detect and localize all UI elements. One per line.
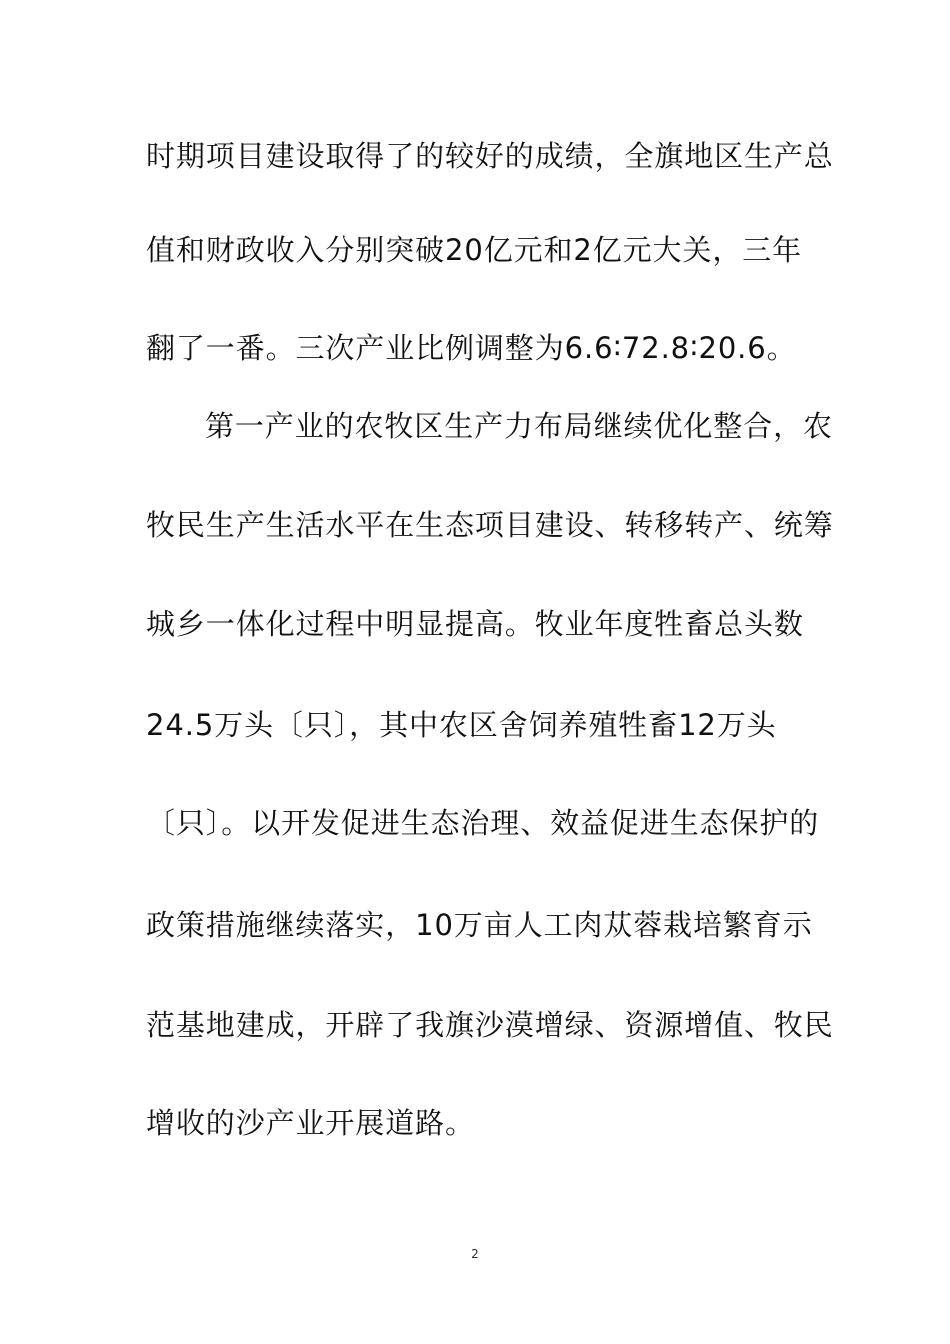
text-line: 时期项目建设取得了的较好的成绩，全旗地区生产总 <box>146 139 834 173</box>
text-line: 翻了一番。三次产业比例调整为6.6∶72.8∶20.6。 <box>146 331 797 365</box>
text-line: 城乡一体化过程中明显提高。牧业年度牲畜总头数 <box>146 607 804 641</box>
text-line: 增收的沙产业开展道路。 <box>146 1106 475 1140</box>
text-line: 24.5万头〔只〕，其中农区舍饲养殖牲畜12万头 <box>146 708 777 742</box>
text-line: 牧民生产生活水平在生态项目建设、转移转产、统筹 <box>146 508 834 542</box>
paragraph-first-line: 第一产业的农牧区生产力布局继续优化整合，农 <box>205 409 833 443</box>
text-line: 〔只〕。以开发促进生态治理、效益促进生态保护的 <box>146 806 820 840</box>
text-line: 政策措施继续落实，10万亩人工肉苁蓉栽培繁育示 <box>146 908 813 942</box>
page-number: 2 <box>471 1247 479 1261</box>
text-line: 范基地建成，开辟了我旗沙漠增绿、资源增值、牧民 <box>146 1008 834 1042</box>
text-line: 值和财政收入分别突破20亿元和2亿元大关，三年 <box>146 233 803 267</box>
